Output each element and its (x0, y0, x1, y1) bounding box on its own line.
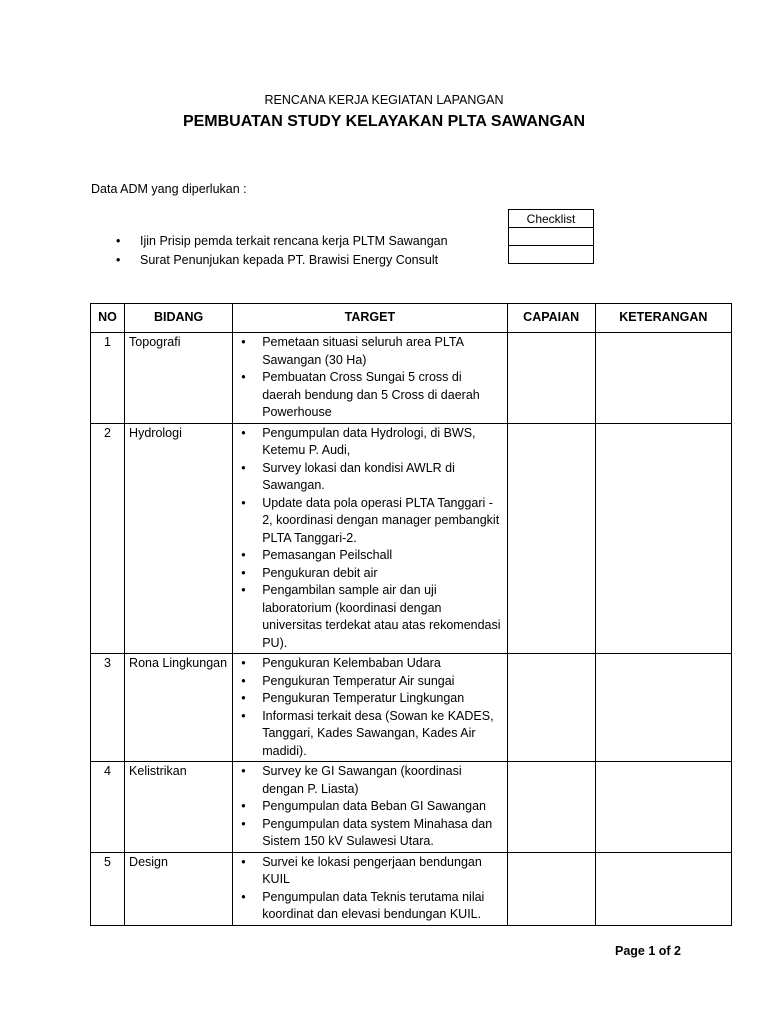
header-target: TARGET (233, 304, 507, 333)
table-header-row (91, 304, 732, 333)
adm-item-text: Ijin Prisip pemda terkait rencana kerja PLTM Sawangan (140, 234, 448, 248)
header-no: NO (91, 304, 125, 333)
target-text: Update data pola operasi PLTA Tanggari - 2, koordinasi dengan manager pembangkit PLTA Tanggari-2. (262, 495, 500, 545)
target-item (237, 798, 502, 816)
target-text: Pengumpulan data Beban GI Sawangan (262, 799, 486, 813)
row-no: 5 (91, 852, 125, 925)
target-item (237, 655, 502, 673)
bullet-icon: • (241, 889, 246, 904)
row-targets (233, 423, 507, 654)
row-targets (233, 852, 507, 925)
bullet-icon: • (116, 234, 121, 248)
bullet-icon: • (241, 656, 246, 670)
target-item (237, 854, 502, 889)
row-keterangan (595, 333, 731, 424)
target-text: Pemasangan Peilschall (262, 548, 393, 562)
table-row (91, 333, 732, 424)
document-subtitle: RENCANA KERJA KEGIATAN LAPANGAN (264, 93, 504, 107)
row-targets (233, 654, 507, 762)
target-text: Pengambilan sample air dan uji laboratorium (koordinasi dengan universitas terdekat atau atas rekomendasi PU). (262, 583, 501, 650)
bullet-icon: • (241, 425, 246, 440)
target-text: Pengumpulan data Teknis terutama nilai koordinat dan elevasi bendungan KUIL. (262, 889, 485, 921)
row-targets (233, 333, 507, 424)
target-text: Pengumpulan data Hydrologi, di BWS, Ketemu P. Audi, (262, 425, 476, 457)
target-text: Pemetaan situasi seluruh area PLTA Sawangan (30 Ha) (262, 335, 464, 367)
row-bidang: Topografi (125, 333, 233, 424)
page-number: Page 1 of 2 (615, 944, 681, 958)
row-bidang: Hydrologi (125, 423, 233, 654)
row-no: 2 (91, 423, 125, 654)
header-keterangan: KETERANGAN (595, 304, 731, 333)
row-bidang: Rona Lingkungan (125, 654, 233, 762)
target-list (237, 334, 502, 422)
bullet-icon: • (241, 335, 246, 349)
target-item (237, 565, 502, 583)
target-item (237, 495, 502, 548)
target-item (237, 708, 502, 761)
target-item (237, 763, 502, 798)
row-bidang: Kelistrikan (125, 762, 233, 853)
bullet-icon: • (116, 253, 121, 267)
bullet-icon: • (241, 691, 246, 705)
target-text: Pengukuran Temperatur Lingkungan (262, 691, 465, 705)
table-row (91, 423, 732, 654)
bullet-icon: • (241, 460, 246, 475)
target-list (237, 763, 502, 851)
checklist-box-1[interactable] (509, 228, 594, 246)
adm-label: Data ADM yang diperlukan : (91, 182, 247, 196)
row-capaian (507, 852, 595, 925)
bullet-icon: • (241, 708, 246, 723)
row-no: 3 (91, 654, 125, 762)
bullet-icon: • (241, 548, 246, 562)
target-text: Pengukuran Temperatur Air sungai (262, 673, 455, 688)
target-item (237, 460, 502, 495)
row-no: 4 (91, 762, 125, 853)
adm-item-text: Surat Penunjukan kepada PT. Brawisi Energy Consult (140, 253, 439, 267)
table-body (91, 333, 732, 926)
bullet-icon: • (241, 854, 246, 869)
bullet-icon: • (241, 565, 246, 580)
adm-list (116, 232, 448, 270)
header-capaian: CAPAIAN (507, 304, 595, 333)
target-item (237, 369, 502, 422)
target-item (237, 673, 502, 691)
target-text: Survei ke lokasi pengerjaan bendungan KUIL (262, 854, 482, 886)
bullet-icon: • (241, 495, 246, 510)
bullet-icon: • (241, 764, 246, 778)
checklist-table (508, 209, 594, 264)
target-item (237, 547, 502, 565)
document-title: PEMBUATAN STUDY KELAYAKAN PLTA SAWANGAN (182, 113, 586, 130)
row-bidang: Design (125, 852, 233, 925)
row-keterangan (595, 852, 731, 925)
table-row (91, 654, 732, 762)
target-item (237, 889, 502, 924)
bullet-icon: • (241, 673, 246, 688)
target-text: Pengumpulan data system Minahasa dan Sistem 150 kV Sulawesi Utara. (262, 816, 493, 848)
table-row (91, 852, 732, 925)
bullet-icon: • (241, 816, 246, 831)
row-keterangan (595, 423, 731, 654)
adm-item (116, 251, 448, 270)
adm-item (116, 232, 448, 251)
row-keterangan (595, 762, 731, 853)
work-plan-table (90, 303, 732, 926)
row-keterangan (595, 654, 731, 762)
row-capaian (507, 762, 595, 853)
checklist-box-2[interactable] (509, 246, 594, 264)
target-text: Pengukuran debit air (262, 565, 378, 580)
target-text: Survey ke GI Sawangan (koordinasi dengan P. Liasta) (262, 764, 462, 796)
target-list (237, 655, 502, 760)
bullet-icon: • (241, 799, 246, 813)
target-text: Informasi terkait desa (Sowan ke KADES, Tanggari, Kades Sawangan, Kades Air madidi). (262, 708, 494, 758)
row-no: 1 (91, 333, 125, 424)
row-capaian (507, 333, 595, 424)
bullet-icon: • (241, 583, 246, 597)
target-item (237, 816, 502, 851)
target-text: Survey lokasi dan kondisi AWLR di Sawangan. (262, 460, 455, 492)
target-list (237, 854, 502, 924)
target-item (237, 334, 502, 369)
table-row (91, 762, 732, 853)
target-item (237, 690, 502, 708)
target-list (237, 425, 502, 653)
row-capaian (507, 423, 595, 654)
header-bidang: BIDANG (125, 304, 233, 333)
checklist-header: Checklist (509, 210, 594, 228)
target-item (237, 425, 502, 460)
target-item (237, 582, 502, 652)
target-text: Pengukuran Kelembaban Udara (262, 656, 441, 670)
row-targets (233, 762, 507, 853)
bullet-icon: • (241, 370, 246, 384)
target-text: Pembuatan Cross Sungai 5 cross di daerah bendung dan 5 Cross di daerah Powerhouse (262, 370, 480, 419)
row-capaian (507, 654, 595, 762)
